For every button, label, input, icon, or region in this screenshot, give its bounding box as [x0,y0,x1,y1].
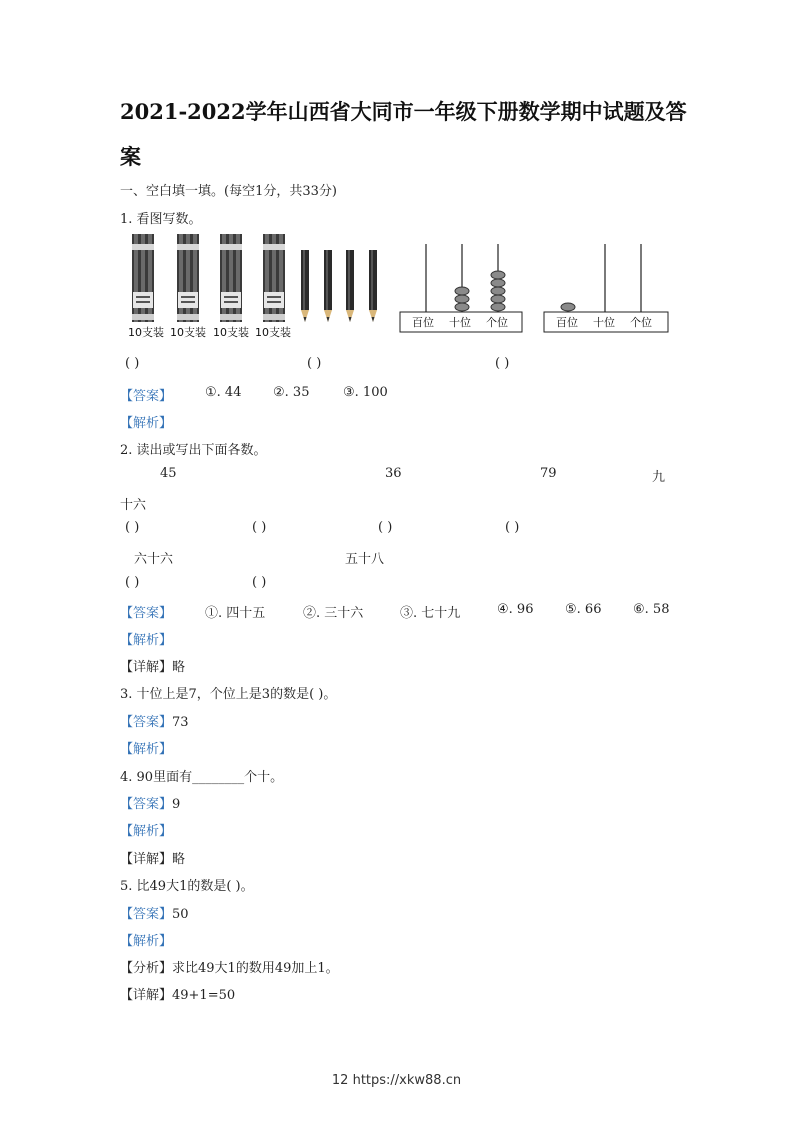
answer-blank[interactable]: ( ) [505,520,520,535]
abacus-label-tens: 十位 [449,316,471,329]
answer-value: 73 [172,715,189,730]
pencil-bundle-icon [177,234,199,322]
detail-text: 【详解】49+1=50 [120,988,236,1003]
abacus-label-ones: 个位 [630,316,652,329]
pencil-bundle-icon [132,234,154,322]
bundle-label: 10支装 [128,326,164,339]
answer-item: ①. 四十五 [205,606,266,621]
answer-row [120,903,189,922]
answer-blank[interactable]: ( ) [252,520,267,535]
number-item: 45 [160,466,177,481]
number-item: 九 [652,470,666,485]
answer-blank[interactable]: ( ) [125,520,140,535]
bundle-label: 10支装 [255,326,291,339]
number-item: 六十六 [134,552,174,567]
question-3-stem: 3. 十位上是7，个位上是3的数是( )。 [120,687,337,702]
answer-row [120,711,189,730]
question-1-figure [118,228,678,346]
pencil-icon [369,250,377,322]
answer-item: ⑥. 58 [633,602,670,617]
number-item: 五十八 [345,552,385,567]
page-footer: 12 https://xkw88.cn [331,1073,462,1088]
answer-label: 【答案】 [120,606,173,621]
answer-label: 【答案】 [120,907,173,922]
abacus-label-hundreds: 百位 [412,316,434,329]
page-title-line1: 2021-2022学年山西省大同市一年级下册数学期中试题及答 [120,99,687,124]
answer-value: 9 [172,797,181,812]
number-item: 36 [385,466,402,481]
analysis-text: 【分析】求比49大1的数用49加上1。 [120,961,339,976]
number-item-continued: 十六 [120,498,147,513]
detail-text: 【详解】略 [120,660,186,675]
analysis-label: 【解析】 [120,934,173,949]
answer-item: ①. 44 [205,385,242,400]
pencil-icon [301,250,309,322]
answer-item: ⑤. 66 [565,602,602,617]
answer-label: 【答案】 [120,389,173,404]
answer-item: ④. 96 [497,602,534,617]
answer-blank[interactable]: ( ) [125,356,140,371]
question-1-stem: 1. 看图写数。 [120,212,202,227]
detail-text: 【详解】略 [120,852,186,867]
answer-item: ②. 35 [273,385,310,400]
abacus-label-ones: 个位 [486,316,508,329]
pencil-icon [324,250,332,322]
answer-row [120,793,180,812]
abacus-1 [400,244,522,332]
analysis-label: 【解析】 [120,742,173,757]
question-2-stem: 2. 读出或写出下面各数。 [120,443,267,458]
pencil-bundle-icon [220,234,242,322]
section-heading: 一、空白填一填。(每空1分，共33分) [120,184,337,199]
answer-blank[interactable]: ( ) [252,575,267,590]
answer-label: 【答案】 [120,797,173,812]
answer-blank[interactable]: ( ) [378,520,393,535]
number-item: 79 [540,466,557,481]
question-5-stem: 5. 比49大1的数是( )。 [120,879,254,894]
page-title-line2: 案 [120,144,141,169]
abacus-label-hundreds: 百位 [556,316,578,329]
answer-item: ③. 100 [343,385,388,400]
abacus-2 [544,244,668,332]
answer-label: 【答案】 [120,715,173,730]
analysis-label: 【解析】 [120,824,173,839]
answer-blank[interactable]: ( ) [307,356,322,371]
answer-blank[interactable]: ( ) [495,356,510,371]
answer-blank[interactable]: ( ) [125,575,140,590]
analysis-label: 【解析】 [120,633,173,648]
answer-item: ③. 七十九 [400,606,461,621]
analysis-label: 【解析】 [120,416,173,431]
answer-item: ②. 三十六 [303,606,364,621]
bundle-label: 10支装 [170,326,206,339]
question-4-stem: 4. 90里面有________个十。 [120,770,284,785]
answer-value: 50 [172,907,189,922]
bundle-label: 10支装 [213,326,249,339]
pencil-icon [346,250,354,322]
abacus-label-tens: 十位 [593,316,615,329]
pencil-bundle-icon [263,234,285,322]
